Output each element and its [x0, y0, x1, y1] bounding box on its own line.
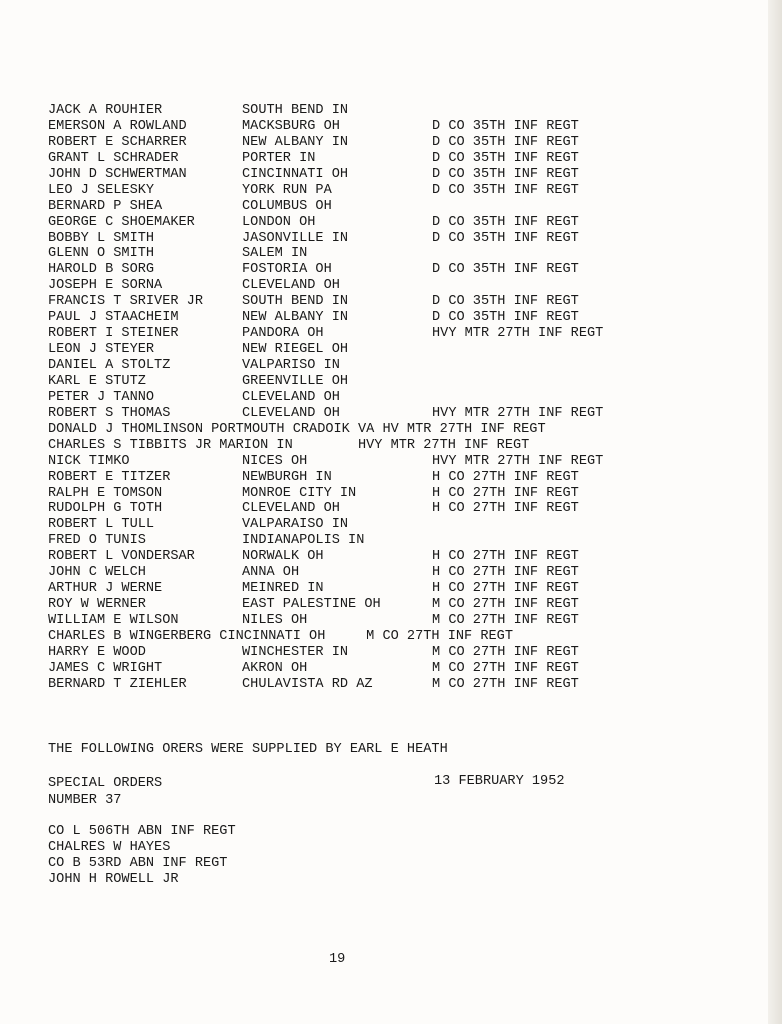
roster-unit: H CO 27TH INF REGT [432, 565, 579, 581]
roster-hometown: MONROE CITY IN [242, 485, 357, 501]
roster-name: PAUL J STAACHEIM [48, 310, 179, 326]
roster-hometown: NEW ALBANY IN [242, 134, 349, 150]
roster-name: JOHN C WELCH [48, 565, 146, 581]
roster-unit: HVY MTR 27TH INF REGT [432, 326, 604, 342]
roster-name: BERNARD T ZIEHLER [48, 676, 187, 692]
roster-name: ROY W WERNER [48, 597, 146, 613]
roster-unit: D CO 35TH INF REGT [432, 134, 579, 150]
page-edge-shadow [768, 0, 782, 1024]
roster-name: FRED O TUNIS [48, 533, 146, 549]
roster-name: WILLIAM E WILSON [48, 613, 179, 628]
roster-unit: D CO 35TH INF REGT [432, 166, 579, 182]
roster-hometown: CINCINNATI OH [242, 166, 349, 182]
roster-hometown: NEW ALBANY IN [242, 310, 349, 326]
roster-hometown: INDIANAPOLIS IN [242, 533, 365, 549]
roster-unit: D CO 35TH INF REGT [432, 230, 579, 246]
roster-hometown: NEWBURGH IN [242, 469, 332, 485]
roster-name: NICK TIMKO [48, 453, 130, 469]
roster-name: ROBERT E SCHARRER [48, 134, 187, 150]
assignment-line: CO B 53RD ABN INF REGT [48, 856, 228, 871]
roster-hometown: YORK RUN PA [242, 182, 332, 198]
roster-name: HARRY E WOOD [48, 644, 146, 660]
roster-hometown: EAST PALESTINE OH [242, 597, 381, 613]
roster-hometown: PANDORA OH [242, 326, 324, 342]
roster-unit: D CO 35TH INF REGT [432, 182, 579, 198]
roster-hometown: LONDON OH [242, 214, 316, 230]
assignment-line: JOHN H ROWELL JR [48, 872, 179, 887]
roster-name: RALPH E TOMSON [48, 485, 163, 501]
following-orders-note: THE FOLLOWING ORERS WERE SUPPLIED BY EARL E HEATH [48, 742, 448, 757]
roster-hometown: CLEVELAND OH [242, 405, 340, 421]
roster-name: ARTHUR J WERNE [48, 581, 163, 597]
roster-name: GRANT L SCHRADER [48, 150, 179, 166]
roster-unit: H CO 27TH INF REGT [432, 501, 579, 517]
roster-name: JOSEPH E SORNA [48, 278, 163, 294]
roster-full-line: DONALD J THOMLINSON PORTMOUTH CRADOIK VA HV MTR 27TH INF REGT [48, 421, 546, 437]
roster-hometown: MACKSBURG OH [242, 118, 340, 134]
roster-unit: M CO 27TH INF REGT [432, 644, 579, 660]
roster-name: RUDOLPH G TOTH [48, 501, 163, 517]
roster-name: ROBERT I STEINER [48, 326, 179, 342]
roster-hometown: CHULAVISTA RD AZ [242, 676, 373, 692]
roster-name: ROBERT L TULL [48, 517, 155, 533]
roster-hometown: NEW RIEGEL OH [242, 342, 349, 358]
roster-name: GLENN O SMITH [48, 246, 155, 262]
roster-unit: HVY MTR 27TH INF REGT [432, 405, 604, 421]
roster-hometown: ANNA OH [242, 565, 300, 581]
roster-unit: HVY MTR 27TH INF REGT [432, 453, 604, 469]
roster-unit: H CO 27TH INF REGT [432, 469, 579, 485]
roster-name: FRANCIS T SRIVER JR [48, 294, 203, 310]
roster-unit: D CO 35TH INF REGT [432, 310, 579, 326]
assignment-line: CHALRES W HAYES [48, 840, 171, 855]
roster-hometown: NORWALK OH [242, 549, 324, 565]
roster-unit: H CO 27TH INF REGT [432, 485, 579, 501]
roster-unit: M CO 27TH INF REGT [432, 613, 579, 628]
roster-hometown: AKRON OH [242, 660, 308, 676]
roster-hometown: CLEVELAND OH [242, 278, 340, 294]
roster-unit: H CO 27TH INF REGT [432, 581, 579, 597]
roster-hometown: CLEVELAND OH [242, 501, 340, 517]
roster-unit: M CO 27TH INF REGT [432, 597, 579, 613]
roster-hometown: NILES OH [242, 613, 308, 628]
roster-name: BOBBY L SMITH [48, 230, 155, 246]
roster-name: GEORGE C SHOEMAKER [48, 214, 195, 230]
page-number: 19 [329, 952, 346, 967]
special-orders-date: 13 FEBRUARY 1952 [434, 774, 565, 789]
roster-name: BERNARD P SHEA [48, 198, 163, 214]
roster-unit: D CO 35TH INF REGT [432, 150, 579, 166]
roster-hometown: SOUTH BEND IN [242, 103, 349, 118]
roster-unit: M CO 27TH INF REGT [432, 660, 579, 676]
roster-hometown: PORTER IN [242, 150, 316, 166]
roster-unit: D CO 35TH INF REGT [432, 262, 579, 278]
roster-name: ROBERT L VONDERSAR [48, 549, 195, 565]
roster-hometown: WINCHESTER IN [242, 644, 349, 660]
roster-hometown: COLUMBUS OH [242, 198, 332, 214]
roster-name: LEON J STEYER [48, 342, 155, 358]
roster-hometown: GREENVILLE OH [242, 373, 349, 389]
roster-hometown: VALPARISO IN [242, 358, 340, 373]
roster-unit: D CO 35TH INF REGT [432, 214, 579, 230]
roster-name: HAROLD B SORG [48, 262, 155, 278]
roster-full-line: CHARLES S TIBBITS JR MARION IN HVY MTR 27TH INF REGT [48, 437, 530, 453]
roster-name: JOHN D SCHWERTMAN [48, 166, 187, 182]
roster-name: LEO J SELESKY [48, 182, 155, 198]
roster-name: ROBERT S THOMAS [48, 405, 171, 421]
roster-name: DANIEL A STOLTZ [48, 358, 171, 373]
roster-unit: H CO 27TH INF REGT [432, 549, 579, 565]
assignment-line: CO L 506TH ABN INF REGT [48, 824, 236, 839]
roster-full-line: CHARLES B WINGERBERG CINCINNATI OH M CO 27TH INF REGT [48, 628, 513, 644]
roster-name: PETER J TANNO [48, 389, 155, 405]
roster-unit: M CO 27TH INF REGT [432, 676, 579, 692]
roster-hometown: CLEVELAND OH [242, 389, 340, 405]
roster-name: EMERSON A ROWLAND [48, 118, 187, 134]
roster-unit: D CO 35TH INF REGT [432, 118, 579, 134]
roster-name: JAMES C WRIGHT [48, 660, 163, 676]
roster-name: KARL E STUTZ [48, 373, 146, 389]
roster-hometown: MEINRED IN [242, 581, 324, 597]
roster-hometown: VALPARAISO IN [242, 517, 349, 533]
roster-hometown: SALEM IN [242, 246, 308, 262]
roster-hometown: JASONVILLE IN [242, 230, 349, 246]
roster-name: JACK A ROUHIER [48, 103, 163, 118]
roster-unit: D CO 35TH INF REGT [432, 294, 579, 310]
roster-hometown: SOUTH BEND IN [242, 294, 349, 310]
special-orders-label: SPECIAL ORDERS [48, 776, 163, 791]
roster-name: ROBERT E TITZER [48, 469, 171, 485]
roster-hometown: FOSTORIA OH [242, 262, 332, 278]
roster-hometown: NICES OH [242, 453, 308, 469]
special-orders-number: NUMBER 37 [48, 793, 122, 808]
